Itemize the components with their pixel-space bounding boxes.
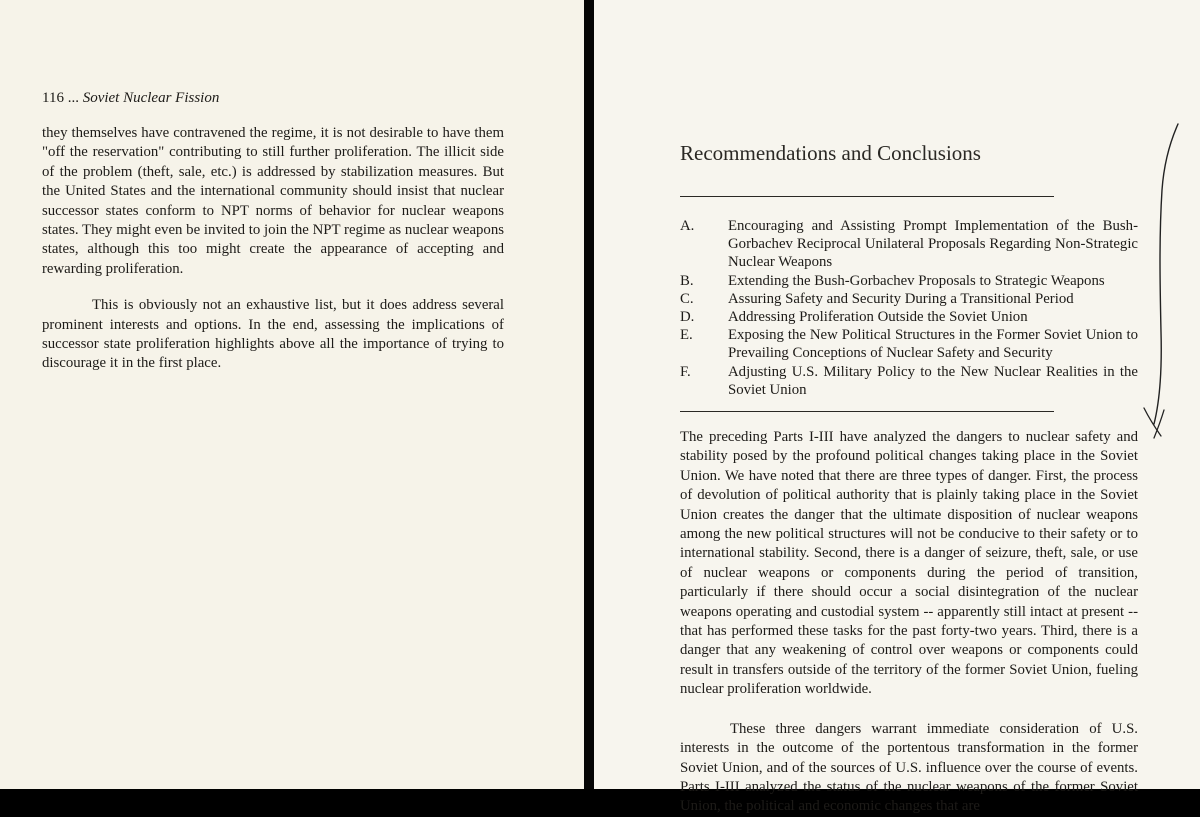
right-body-text	[680, 428, 1138, 817]
outline-letter: A.	[680, 218, 695, 234]
left-page	[0, 0, 584, 789]
outline-top-rule	[680, 196, 1054, 197]
outline-item-a	[680, 217, 1138, 272]
page-number: 116 ...	[42, 90, 79, 106]
left-body-text	[42, 124, 504, 374]
outline-letter: D.	[680, 309, 695, 326]
left-paragraph-2: This is obviously not an exhaustive list, but it does address several prominent interests and options. In the end, assessing the implications of successor state proliferation highlights above all the importance of trying to discourage it in the first place.	[42, 297, 504, 372]
outline-letter: B.	[680, 272, 694, 289]
section-outline	[680, 217, 1138, 399]
outline-bottom-rule	[680, 411, 1054, 412]
outline-letter: E.	[680, 327, 693, 344]
running-head	[42, 89, 219, 107]
outline-item-f	[680, 363, 1138, 399]
outline-item-e	[680, 326, 1138, 362]
outline-item-b	[680, 272, 1138, 290]
book-title: Soviet Nuclear Fission	[82, 90, 220, 106]
outline-letter: F.	[680, 363, 691, 380]
outline-letter: C.	[680, 290, 694, 307]
outline-text: Adjusting U.S. Military Policy to the New Nuclear Realities in the Soviet Union	[728, 363, 1138, 398]
handwritten-margin-mark	[1134, 118, 1194, 448]
outline-text: Assuring Safety and Security During a Transitional Period	[728, 290, 1074, 307]
right-page	[594, 0, 1200, 815]
outline-text: Exposing the New Political Structures in the Former Soviet Union to Prevailing Conceptions of Nuclear Safety and Security	[728, 327, 1138, 362]
outline-text: Encouraging and Assisting Prompt Implementation of the Bush-Gorbachev Reciprocal Unilateral Proposals Regarding Non-Strategic Nuclear Weapons	[728, 218, 1138, 271]
outline-text: Addressing Proliferation Outside the Soviet Union	[728, 309, 1028, 326]
book-gutter	[584, 0, 594, 789]
right-paragraph-2: These three dangers warrant immediate consideration of U.S. interests in the outcome of the portentous transformation in the former Soviet Union, and of the sources of U.S. influence over the course of events. Parts I-III analyzed the status of the nuclear weapons of the former Soviet Union, the political and economic changes that are	[680, 720, 1138, 815]
outline-item-d	[680, 308, 1138, 326]
left-paragraph-1: they themselves have contravened the regime, it is not desirable to have them "off the reservation" contributing to still further proliferation. The illicit side of the problem (theft, sale, etc.) is addressed by stabilization measures. But the United States and the international community should insist that nuclear successor states conform to NPT norms of behavior for nuclear weapons states. They might even be invited to join the NPT regime as nuclear weapons states, although this too might create the appearance of accepting and rewarding proliferation.	[42, 125, 504, 277]
outline-text: Extending the Bush-Gorbachev Proposals to Strategic Weapons	[728, 272, 1105, 289]
section-heading: Recommendations and Conclusions	[680, 141, 981, 165]
outline-item-c	[680, 290, 1138, 308]
right-paragraph-1: The preceding Parts I-III have analyzed the dangers to nuclear safety and stability posed by the profound political changes taking place in the Soviet Union. We have noted that there are three types of danger. First, the process of devolution of political authority that is plainly taking place in the Soviet Union creates the danger that the ultimate disposition of nuclear weapons among the new political structures will not be conducive to their safety or to international stability. Second, there is a danger of seizure, theft, sale, or use of nuclear weapons or components during the period of transition, particularly if there should occur a social disintegration of the nuclear weapons operating and custodial system -- apparently still intact at present -- that has performed these tasks for the past forty-two years. Third, there is a danger that any weakening of control over weapons or components could result in transfers outside of the territory of the former Soviet Union, fueling nuclear proliferation worldwide.	[680, 429, 1138, 698]
